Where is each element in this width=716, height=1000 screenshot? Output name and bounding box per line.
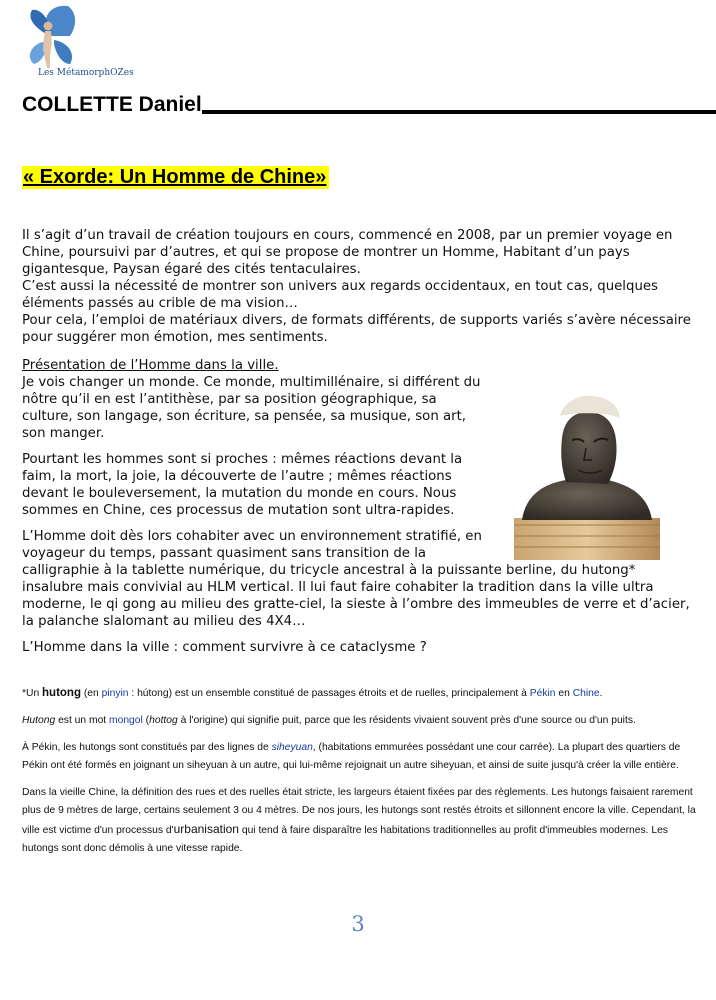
footnote-term: Hutong [22,715,56,726]
section-paragraph: L’Homme dans la ville : comment survivre à ce cataclysme ? [22,640,427,655]
footnote-text: Dans la vieille Chine, la définition des rues et des ruelles était stricte, les largeurs étaient fixées par des règlements. Les hutongs faisaient rarement plus de 9 mètres de large, certains seulement 3 ou 4 mètres. De nos jours, les hutongs sont restés étroits et sillonnent encore la ville. Cependant, la ville est victime d'un processus d' [22,787,696,836]
footnotes [22,684,698,867]
mongol-link[interactable]: mongol [109,715,143,726]
footnote-text: *Un [22,688,43,699]
header-rule [202,110,716,114]
author-name: COLLETTE Daniel [22,93,202,116]
footnote [22,784,698,858]
chine-link[interactable]: Chine [572,688,600,699]
logo-text: Les MétamorphOZes [38,68,134,78]
intro-paragraph: C’est aussi la nécessité de montrer son univers aux regards occidentaux, en tout cas, quelques éléments passés au crible de ma vision… [22,279,658,311]
sculpture-photo [508,390,664,562]
footnote-text: (en [80,688,102,699]
footnote-text: ( [142,715,150,726]
page-number: 3 [351,912,365,936]
page-title: « Exorde: Un Homme de Chine» [22,166,329,189]
bust-sculpture-icon [508,390,664,562]
footnote [22,739,698,775]
intro-paragraph: Il s’agit d’un travail de création toujours en cours, commencé en 2008, par un premier voyage en Chine, poursuivi par d’autres, et qui se propose de montrer un Homme, Habitant d’un pays gigantesque, Paysan égaré des cités tentaculaires. [22,228,673,277]
siheyuan-link[interactable]: siheyuan [271,742,313,753]
footnote-text: , (habitations emmurées possédant une cour carrée). La plupart des quartiers de Pékin ont été formés en joignant un siheyuan à un autre, qui lui-même rejoignait un autre siheyuan, et ainsi de suite jusqu'à créer la ville entière. [22,742,681,771]
footnote-text: À Pékin, les hutongs sont constitués par des lignes de [22,742,272,753]
footnote-text: . [599,688,603,699]
footnote-text: est un mot [55,715,110,726]
intro-paragraph: Pour cela, l’emploi de matériaux divers, de formats différents, de supports variés s’avère nécessaire pour suggérer mon émotion, mes sentiments. [22,313,691,345]
footnote [22,684,698,703]
section-heading: Présentation de l’Homme dans la ville. [22,358,279,373]
footnote-text: en [555,688,573,699]
footnote-term: hutong [42,687,81,699]
logo [20,2,140,86]
footnote-text: qui tend à faire disparaître les habitations traditionnelles au profit d'immeubles modernes. Les hutongs sont donc démolis à une vitesse rapide. [22,825,668,854]
section-paragraph: Je vois changer un monde. Ce monde, multimillénaire, si différent du nôtre qu’il en est l’antithèse, par sa position géographique, sa culture, son langage, son écriture, sa pensée, sa musique, son art, son manger. [22,375,481,441]
pinyin-link[interactable]: pinyin [101,688,129,699]
footnote-text: : hútong) est un ensemble constitué de passages étroits et de ruelles, principalement à [128,688,530,699]
section-paragraph: Pourtant les hommes sont si proches : mêmes réactions devant la faim, la mort, la joie, la découverte de l’autre ; mêmes réactions devant le bouleversement, la mutation du monde en cours. Nous sommes en Chine, ces processus de mutation sont ultra-rapides. [22,452,463,518]
winged-figure-logo-icon [20,2,140,72]
pekin-link[interactable]: Pékin [529,688,556,699]
footnote-text: à l'origine) qui signifie puit, parce que les résidents vivaient souvent près d'une source ou d'un puits. [177,715,636,726]
section-paragraph-start: L’Homme doit dès lors cohabiter avec un environnement stratifié, en voyageur du temps, passant quasiment sans transition de la [22,529,482,561]
footnote [22,712,698,730]
section-paragraph-rest: calligraphie à la tablette numérique, du tricycle ancestral à la puissante berline, du hutong* insalubre mais convivial au HLM vertical. Il lui faut faire cohabiter la tradition dans la ville ultra moderne, le qi gong au milieu des gratte-ciel, la sieste à l’ombre des immeubles de verre et d’acier, la palanche slalomant au milieu des 4X4… [22,563,690,629]
footnote-term: hottog [149,715,178,726]
footnote-term: urbanisation [173,822,239,836]
intro-text [22,227,694,346]
